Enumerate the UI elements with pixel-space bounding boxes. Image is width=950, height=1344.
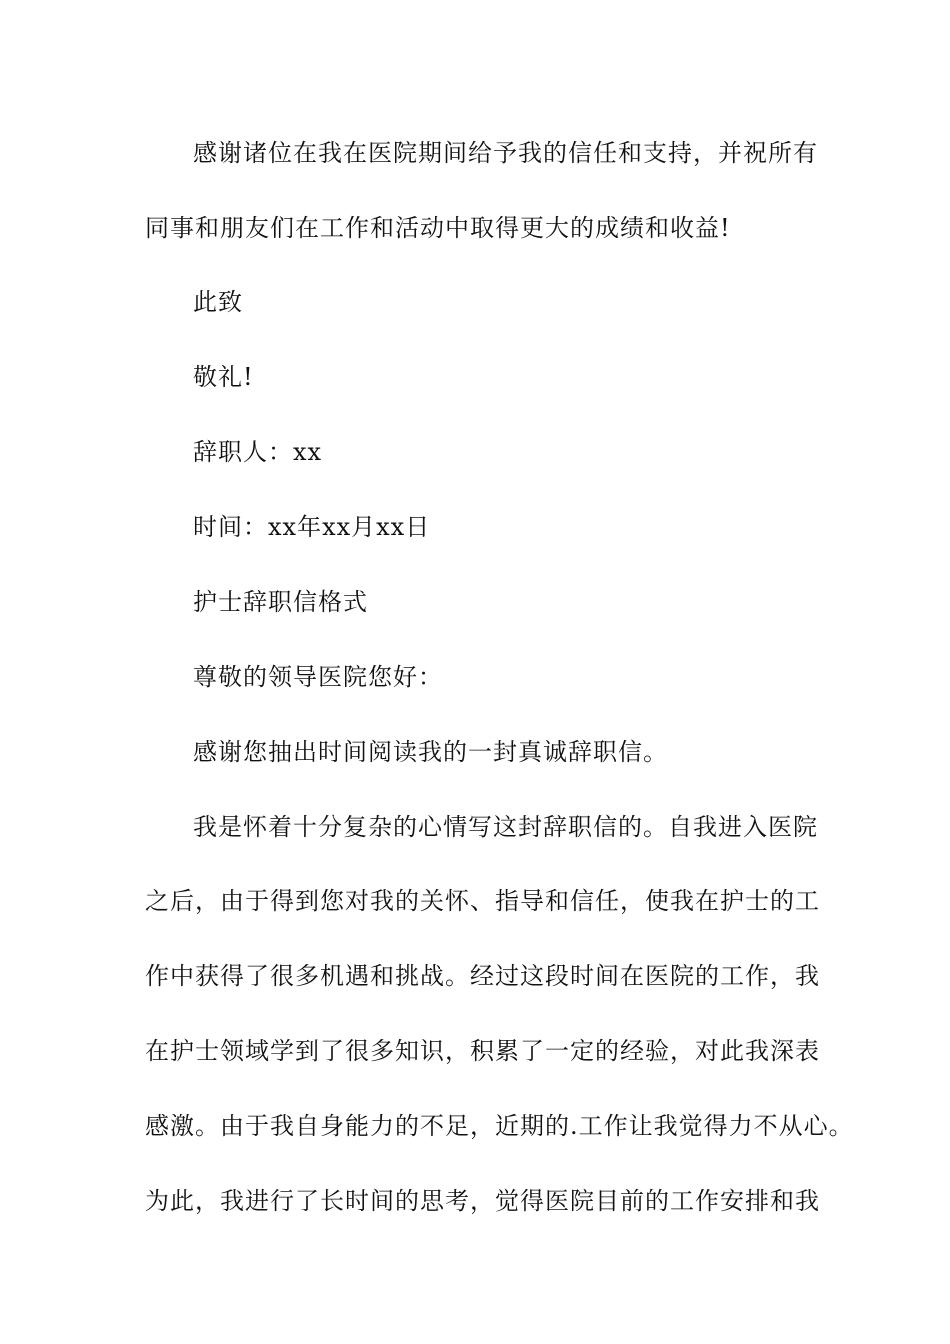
greeting-line: 尊敬的领导医院您好：: [193, 663, 443, 691]
paragraph-line: 作中获得了很多机遇和挑战。经过这段时间在医院的工作，我: [145, 962, 820, 990]
date-line: 时间：xx年xx月xx日: [193, 513, 431, 541]
closing-salutation: 此致: [193, 288, 243, 316]
paragraph-line: 感谢诸位在我在医院期间给予我的信任和支持，并祝所有: [193, 139, 818, 167]
paragraph-line: 我是怀着十分复杂的心情写这封辞职信的。自我进入医院: [193, 813, 818, 841]
paragraph-line: 同事和朋友们在工作和活动中取得更大的成绩和收益!: [145, 214, 731, 242]
paragraph-line: 感激。由于我自身能力的不足，近期的.工作让我觉得力不从心。: [145, 1112, 854, 1140]
paragraph-line: 在护士领域学到了很多知识，积累了一定的经验，对此我深表: [145, 1037, 820, 1065]
paragraph-line: 为此，我进行了长时间的思考，觉得医院目前的工作安排和我: [145, 1187, 820, 1215]
closing-regards: 敬礼!: [193, 363, 254, 391]
section-title: 护士辞职信格式: [193, 588, 368, 616]
signature-line: 辞职人：xx: [193, 438, 323, 466]
paragraph-line: 之后，由于得到您对我的关怀、指导和信任，使我在护士的工: [145, 887, 820, 915]
paragraph-line: 感谢您抽出时间阅读我的一封真诚辞职信。: [193, 738, 668, 766]
